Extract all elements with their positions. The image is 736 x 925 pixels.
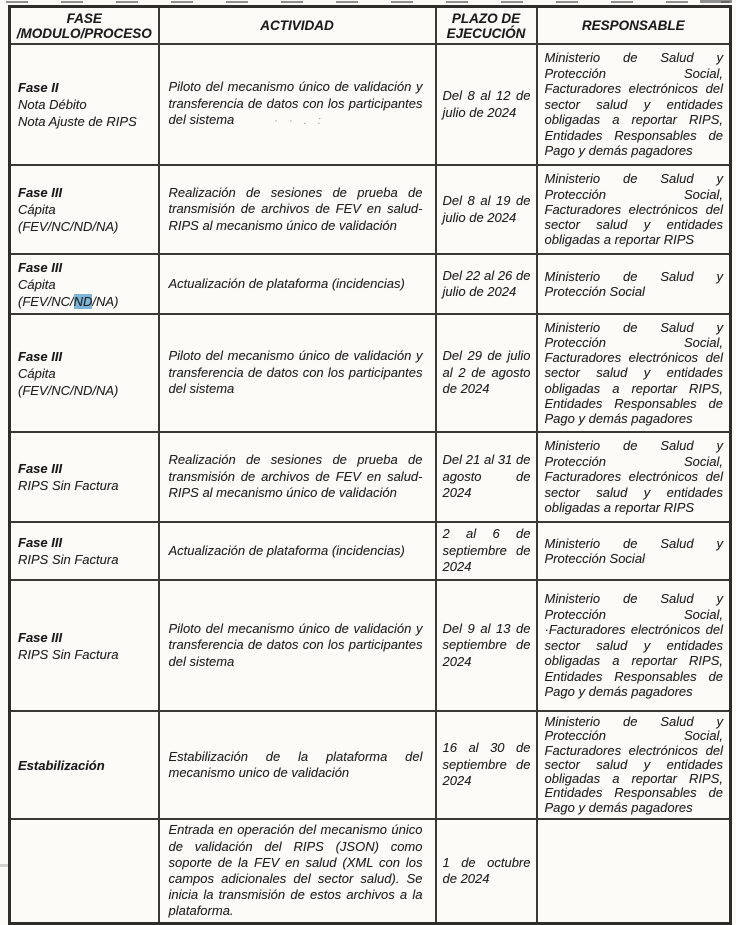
plazo-text: 16 al 30 de septiembre de 2024: [442, 740, 531, 789]
plazo-cell: [436, 432, 537, 522]
table-row: [10, 44, 731, 165]
header-text: /MODULO/PROCESO: [16, 25, 152, 41]
activity-text: [169, 348, 423, 398]
phase-text: Nota Débito: [18, 97, 87, 112]
phase-text: /NA): [92, 293, 119, 309]
phase-line: [18, 551, 154, 568]
schedule-table: [8, 5, 732, 925]
activity-cell: [159, 165, 436, 254]
activity-label: Actualización de plataforma (incidencias): [168, 275, 405, 291]
phase-text: RIPS Sin Factura: [18, 646, 119, 662]
responsable-text: Ministerio de Salud y Protección Social, Facturadores electrónicos del sector salud y entidades obligadas a reportar RIPS, Entidades Responsables de Pago y demás pagadores: [544, 714, 723, 815]
header-plazo: [436, 7, 537, 45]
activity-label: Realización de sesiones de prueba de transmisión de archivos de FEV en salud-RIPS al mecanismo único de validación: [168, 184, 423, 233]
activity-text: [169, 621, 423, 671]
activity-cell: [159, 711, 436, 819]
phase-cell: [10, 819, 159, 924]
responsable-text: Ministerio de Salud y Protección Social, Facturadores electrónicos del sector salud y entidades obligadas a reportar RIPS: [544, 438, 723, 516]
table-row: [10, 432, 731, 522]
responsable-text: Ministerio de Salud y Protección Social: [544, 268, 723, 299]
phase-text: Estabilización: [18, 757, 105, 773]
plazo-text: Del 21 al 31 de agosto de 2024: [442, 452, 531, 501]
header-text: EJECUCIÓN: [446, 25, 526, 41]
phase-cell: [10, 580, 159, 711]
scan-artifact: [700, 0, 732, 3]
responsable-cell: [537, 580, 731, 711]
phase-text: Fase II: [18, 80, 59, 95]
plazo-cell: [436, 254, 537, 314]
phase-name: [18, 629, 154, 646]
plazo-text: 1 de octubre de 2024: [442, 854, 531, 886]
plazo-text: Del 22 al 26 de julio de 2024: [442, 267, 531, 299]
phase-text: (FEV/NC/ND/NA): [18, 382, 119, 398]
activity-text: [169, 276, 423, 293]
phase-name: [18, 757, 154, 774]
phase-cell: [10, 711, 159, 819]
header-text: RESPONSABLE: [581, 18, 685, 33]
plazo-text: Del 9 al 13 de septiembre de 2024: [442, 620, 531, 669]
plazo-text: Del 8 al 19 de julio de 2024: [442, 193, 531, 225]
phase-cell: [10, 314, 159, 432]
phase-line: [18, 293, 154, 310]
phase-line: [18, 218, 154, 235]
phase-text: RIPS Sin Factura: [18, 552, 119, 567]
activity-text: [169, 185, 423, 235]
phase-line: [18, 646, 154, 663]
responsable-text: Ministerio de Salud y Protección Social, Facturadores electrónicos del sector salud y entidades obligadas a reportar RIPS, Entidades Responsables de Pago y demás pagadores: [544, 50, 723, 159]
responsable-cell: [537, 165, 731, 254]
phase-cell: [10, 165, 159, 254]
table-row: [10, 254, 731, 314]
phase-cell: [10, 522, 159, 580]
activity-label: Piloto del mecanismo único de validación y transferencia de datos con los participantes del sistema: [168, 348, 423, 397]
plazo-cell: [436, 580, 537, 711]
activity-cell: [159, 254, 436, 314]
table-row: [10, 711, 731, 819]
activity-cell: [159, 819, 436, 924]
activity-label: Actualización de plataforma (incidencias): [168, 542, 405, 558]
activity-label: Piloto del mecanismo único de validación y transferencia de datos con los participantes del sistema: [168, 620, 423, 669]
responsable-cell: [537, 711, 731, 819]
phase-line: [18, 477, 154, 494]
header-text: ACTIVIDAD: [260, 18, 334, 33]
phase-text: Fase III: [18, 185, 63, 200]
plazo-text: 2 al 6 de septiembre de 2024: [442, 526, 531, 575]
phase-text: Fase III: [18, 535, 63, 550]
header-text: PLAZO DE: [451, 10, 521, 26]
phase-text: Cápita: [18, 365, 56, 381]
phase-line: [18, 96, 154, 113]
phase-name: [18, 259, 154, 276]
responsable-text: Ministerio de Salud y Protección Social, Facturadores electrónicos del sector salud y entidades obligadas a reportar RIPS: [544, 171, 723, 248]
responsable-cell: [537, 432, 731, 522]
phase-text: Cápita: [18, 202, 56, 217]
scan-artifact: · · . :: [274, 115, 325, 128]
responsable-text: Ministerio de Salud y Protección Social, ·Facturadores electrónicos del sector salud y entidades obligadas a reportar RIPS, Entidades Responsables de Pago y demás pagadores: [544, 591, 723, 700]
activity-cell: [159, 314, 436, 432]
plazo-cell: [436, 44, 537, 165]
activity-text: [169, 822, 423, 919]
header-responsable: [537, 7, 731, 45]
phase-line: [18, 276, 154, 293]
header-fase: [10, 7, 159, 45]
activity-text: [169, 452, 423, 502]
activity-text: [169, 79, 423, 130]
phase-name: [18, 79, 154, 96]
activity-text: [169, 749, 423, 782]
phase-text: Fase III: [18, 461, 63, 476]
activity-cell: [159, 432, 436, 522]
activity-text: [169, 543, 423, 560]
header-text: FASE: [66, 10, 102, 26]
table-row: [10, 819, 731, 924]
phase-name: [18, 348, 154, 365]
phase-line: [18, 201, 154, 218]
phase-text: Nota Ajuste de RIPS: [18, 114, 137, 129]
responsable-cell: [537, 819, 731, 924]
responsable-cell: [537, 522, 731, 580]
phase-cell: [10, 254, 159, 314]
table-row: [10, 165, 731, 254]
activity-cell: [159, 522, 436, 580]
header-row: [10, 7, 731, 45]
activity-label: Entrada en operación del mecanismo único de validación del RIPS (JSON) como soporte de la FEV en salud (XML con los campos adicionales del sector salud). Se inicia la transmisión de estos archivos a la plataforma.: [168, 822, 423, 919]
plazo-cell: [436, 314, 537, 432]
phase-name: [18, 460, 154, 477]
phase-text: Fase III: [18, 629, 63, 645]
activity-cell: [159, 44, 436, 165]
plazo-text: Del 8 al 12 de julio de 2024: [442, 88, 531, 120]
activity-cell: [159, 580, 436, 711]
phase-text: (FEV/NC/: [18, 293, 74, 309]
responsable-cell: [537, 254, 731, 314]
phase-highlighted-text: ND: [73, 293, 93, 309]
phase-name: [18, 534, 154, 551]
phase-text: Fase III: [18, 259, 63, 275]
table-row: [10, 314, 731, 432]
activity-label: Estabilización de la plataforma del mecanismo unico de validación: [168, 748, 423, 780]
activity-label: Piloto del mecanismo único de validación y transferencia de datos con los participantes del sistema: [168, 79, 423, 128]
phase-text: RIPS Sin Factura: [18, 478, 119, 493]
phase-line: [18, 382, 154, 399]
plazo-cell: [436, 711, 537, 819]
table-row: [10, 580, 731, 711]
scan-artifact: [6, 1, 730, 3]
phase-text: Cápita: [18, 276, 56, 292]
plazo-text: Del 29 de julio al 2 de agosto de 2024: [442, 348, 531, 397]
responsable-text: Ministerio de Salud y Protección Social: [544, 535, 723, 566]
activity-label: Realización de sesiones de prueba de transmisión de archivos de FEV en salud-RIPS al mecanismo único de validación: [168, 452, 423, 501]
responsable-text: Ministerio de Salud y Protección Social, Facturadores electrónicos del sector salud y entidades obligadas a reportar RIPS, Entidades Responsables de Pago y demás pagadores: [544, 319, 723, 426]
plazo-cell: [436, 522, 537, 580]
phase-text: (FEV/NC/ND/NA): [18, 219, 119, 234]
table-body: [10, 44, 731, 924]
plazo-cell: [436, 165, 537, 254]
header-actividad: [159, 7, 436, 45]
phase-line: [18, 113, 154, 130]
table-row: [10, 522, 731, 580]
phase-name: [18, 184, 154, 201]
phase-line: [18, 365, 154, 382]
responsable-cell: [537, 44, 731, 165]
plazo-cell: [436, 819, 537, 924]
phase-text: Fase III: [18, 348, 63, 364]
responsable-cell: [537, 314, 731, 432]
phase-cell: [10, 44, 159, 165]
phase-cell: [10, 432, 159, 522]
